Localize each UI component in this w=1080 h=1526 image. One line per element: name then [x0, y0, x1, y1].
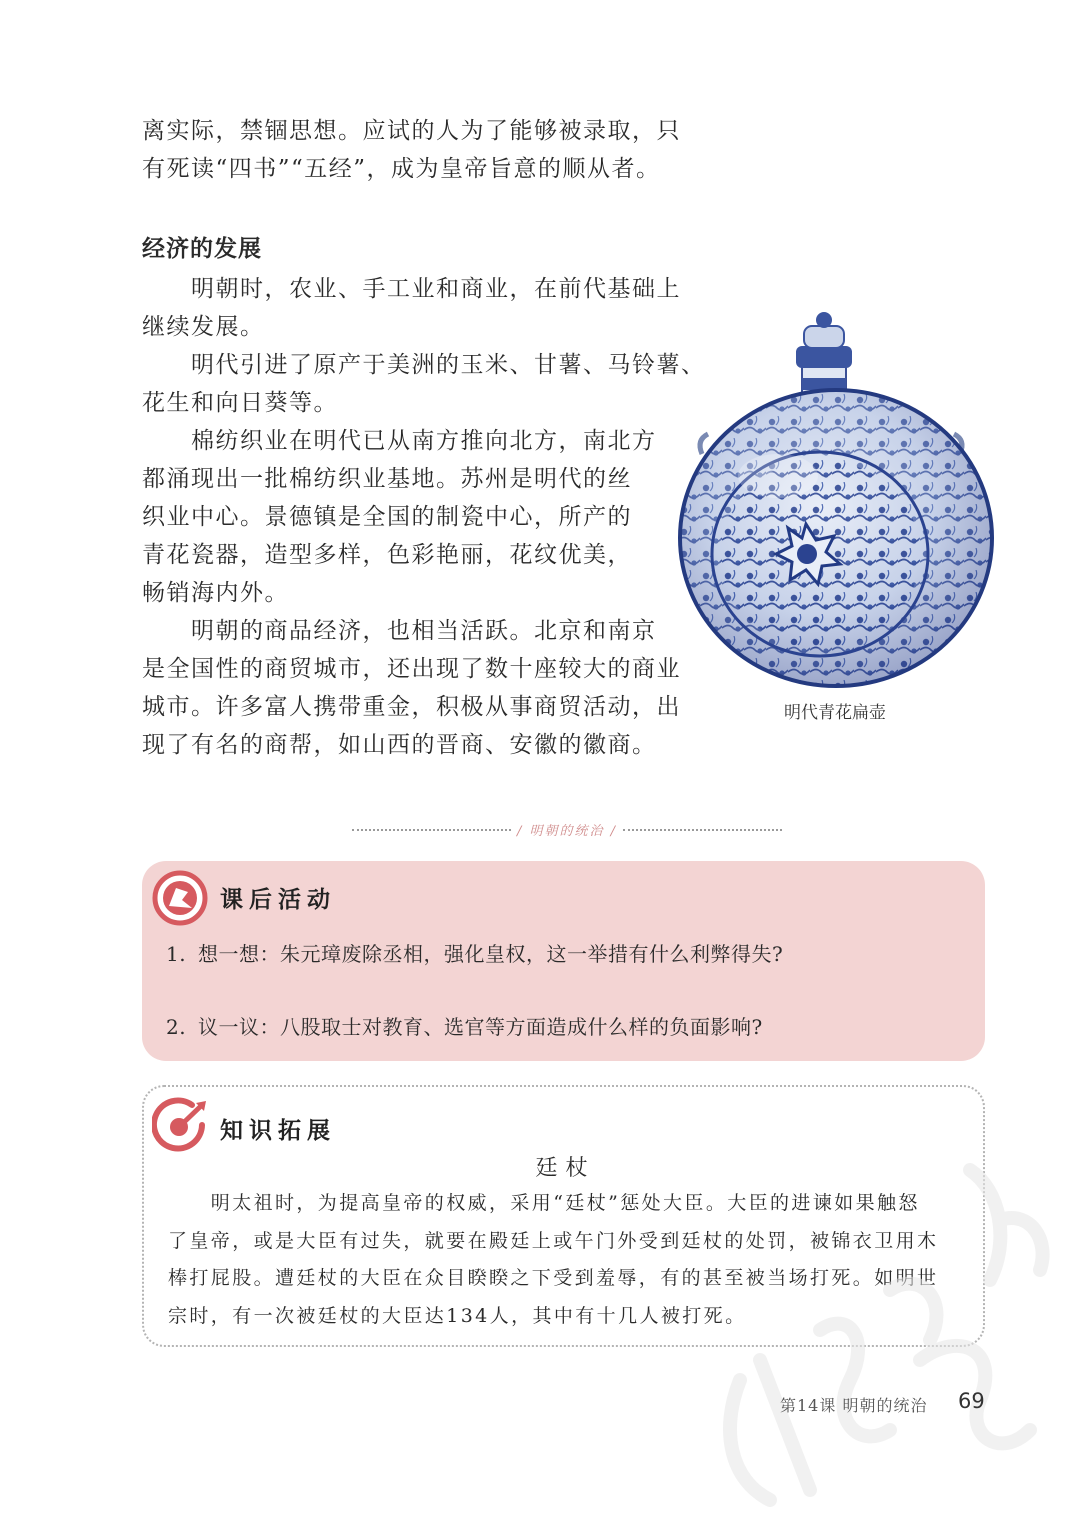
question-text: 议一议：八股取士对教育、选官等方面造成什么样的负面影响?	[198, 1015, 763, 1039]
dotted-line	[352, 829, 511, 831]
activity-question	[166, 938, 783, 967]
text-line: 都涌现出一批棉纺织业基地。苏州是明代的丝	[142, 466, 632, 492]
footer-lesson-title: 第14课 明朝的统治	[780, 1396, 928, 1415]
text-line: 棉纺织业在明代已从南方推向北方，南北方	[142, 428, 657, 454]
activity-box	[142, 861, 985, 1061]
text-line: 明朝的商品经济，也相当活跃。北京和南京	[142, 618, 657, 644]
divider-label: / 明朝的统治 /	[516, 824, 618, 839]
text-line: 是全国性的商贸城市，还出现了数十座较大的商业	[142, 656, 681, 682]
activity-title: 课后活动	[220, 887, 336, 913]
text-line: 青花瓷器，造型多样，色彩艳丽，花纹优美，	[142, 542, 632, 568]
figure-caption: 明代青花扁壶	[784, 703, 886, 723]
text-line: 棒打屁股。遭廷杖的大臣在众目睽睽之下受到羞辱，有的甚至被当场打死。如明世	[168, 1267, 939, 1289]
text-line: 宗时，有一次被廷杖的大臣达134人，其中有十几人被打死。	[168, 1304, 747, 1327]
text-line: 继续发展。	[142, 314, 265, 340]
intro-paragraph	[142, 112, 681, 188]
question-text: 想一想：朱元璋废除丞相，强化皇权，这一举措有什么利弊得失?	[198, 942, 784, 966]
watermark-logo	[700, 1130, 1070, 1510]
activity-badge-icon	[152, 870, 208, 926]
section-divider	[352, 820, 782, 839]
text-line: 花生和向日葵等。	[142, 390, 338, 416]
text-line: 明太祖时，为提高皇帝的权威，采用“廷杖”惩处大臣。大臣的进谏如果触怒	[168, 1192, 920, 1214]
text-line: 了皇帝，或是大臣有过失，就要在殿廷上或午门外受到廷杖的处罚，被锦衣卫用木	[168, 1229, 939, 1252]
knowledge-arrow-icon	[152, 1097, 210, 1155]
question-number: 2.	[166, 1015, 187, 1039]
text-line: 明代引进了原产于美洲的玉米、甘薯、马铃薯、	[142, 352, 706, 378]
text-line: 有死读“四书”“五经”，成为皇帝旨意的顺从者。	[142, 156, 661, 182]
text-line: 现了有名的商帮，如山西的晋商、安徽的徽商。	[142, 732, 657, 758]
text-line: 离实际，禁锢思想。应试的人为了能够被录取，只	[142, 118, 681, 144]
activity-question	[166, 1011, 763, 1040]
dotted-line	[623, 829, 782, 831]
section-heading: 经济的发展	[142, 236, 262, 262]
knowledge-subtitle: 廷杖	[535, 1156, 596, 1181]
text-line: 明朝时，农业、手工业和商业，在前代基础上	[142, 276, 681, 302]
page-number: 69	[958, 1389, 985, 1413]
text-line: 城市。许多富人携带重金，积极从事商贸活动，出	[142, 694, 681, 720]
text-line: 织业中心。景德镇是全国的制瓷中心，所产的	[142, 504, 632, 530]
porcelain-flask-image	[678, 306, 996, 688]
text-line: 畅销海内外。	[142, 580, 289, 606]
knowledge-title: 知识拓展	[220, 1118, 336, 1144]
question-number: 1.	[166, 942, 187, 966]
section-body	[142, 270, 706, 764]
